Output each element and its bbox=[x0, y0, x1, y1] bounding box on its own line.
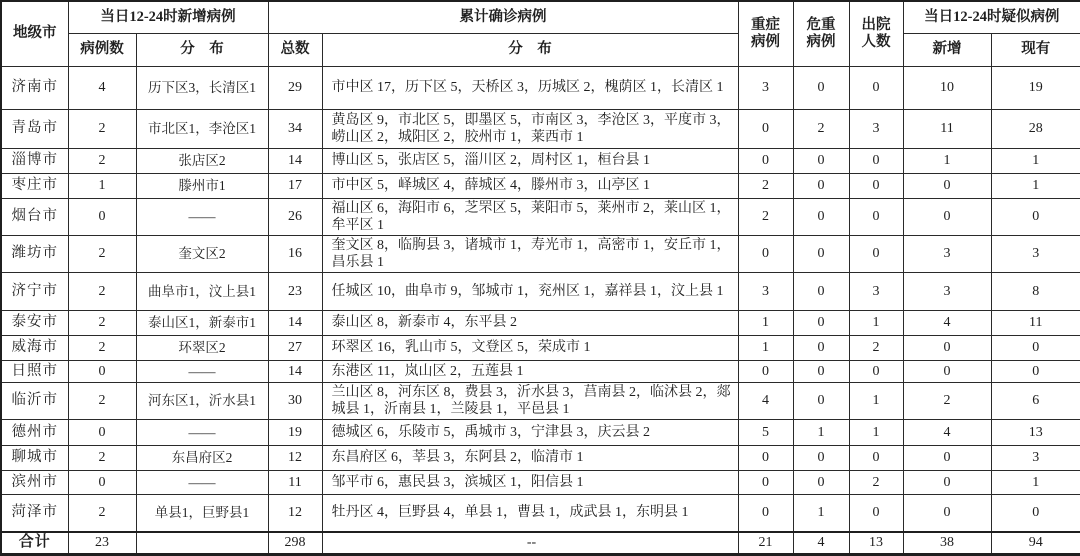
cell-suspect-existing: 13 bbox=[991, 419, 1080, 445]
cell-discharged: 0 bbox=[849, 173, 903, 198]
table-row bbox=[1, 419, 1080, 445]
cell-new-dist: —— bbox=[136, 419, 268, 445]
table-header bbox=[1, 1, 1080, 66]
cell-suspect-existing: 1 bbox=[991, 470, 1080, 494]
cell-city: 青岛市 bbox=[1, 109, 68, 148]
table-body bbox=[1, 66, 1080, 554]
cell-suspect-existing: 0 bbox=[991, 198, 1080, 235]
cell-suspect-new: 11 bbox=[903, 109, 991, 148]
cell-city: 滨州市 bbox=[1, 470, 68, 494]
cell-severe: 0 bbox=[738, 445, 793, 470]
cell-severe: 0 bbox=[738, 148, 793, 173]
cell-critical: 0 bbox=[793, 148, 849, 173]
header-row-1 bbox=[1, 1, 1080, 33]
cell-cum-total: 12 bbox=[268, 445, 322, 470]
cell-critical: 0 bbox=[793, 173, 849, 198]
cell-cum-total: 30 bbox=[268, 382, 322, 419]
header-severe: 重症病例 bbox=[738, 1, 793, 66]
cell-cum-dist: 东港区 11，岚山区 2，五莲县 1 bbox=[322, 360, 738, 382]
cell-critical: 2 bbox=[793, 109, 849, 148]
cell-critical: 0 bbox=[793, 360, 849, 382]
cell-city: 泰安市 bbox=[1, 310, 68, 335]
cell-cum-total: 17 bbox=[268, 173, 322, 198]
cell-severe: 1 bbox=[738, 310, 793, 335]
table-row bbox=[1, 335, 1080, 360]
cell-new-dist: —— bbox=[136, 360, 268, 382]
cell-new-count: 2 bbox=[68, 272, 136, 310]
cell-cum-dist: 市中区 5，峄城区 4，薛城区 4，滕州市 3，山亭区 1 bbox=[322, 173, 738, 198]
cell-cum-dist: 环翠区 16，乳山市 5，文登区 5，荣成市 1 bbox=[322, 335, 738, 360]
cell-suspect-existing: 94 bbox=[991, 532, 1080, 554]
cell-new-dist: 张店区2 bbox=[136, 148, 268, 173]
cell-new-dist: 东昌府区2 bbox=[136, 445, 268, 470]
table-row bbox=[1, 173, 1080, 198]
cell-suspect-new: 3 bbox=[903, 272, 991, 310]
cell-suspect-new: 0 bbox=[903, 494, 991, 532]
cell-severe: 3 bbox=[738, 66, 793, 109]
cell-suspect-existing: 0 bbox=[991, 335, 1080, 360]
cell-suspect-new: 0 bbox=[903, 360, 991, 382]
header-suspected-existing: 现有 bbox=[991, 33, 1080, 66]
cell-severe: 0 bbox=[738, 494, 793, 532]
cell-cum-dist: 市中区 17，历下区 5，天桥区 3，历城区 2，槐荫区 1，长清区 1 bbox=[322, 66, 738, 109]
cell-severe: 1 bbox=[738, 335, 793, 360]
cell-critical: 0 bbox=[793, 445, 849, 470]
cell-severe: 4 bbox=[738, 382, 793, 419]
cell-city: 临沂市 bbox=[1, 382, 68, 419]
table-row bbox=[1, 445, 1080, 470]
cell-city: 枣庄市 bbox=[1, 173, 68, 198]
cell-critical: 0 bbox=[793, 272, 849, 310]
cell-suspect-new: 0 bbox=[903, 445, 991, 470]
cell-city: 烟台市 bbox=[1, 198, 68, 235]
cell-cum-dist: 兰山区 8，河东区 8，费县 3，沂水县 3，莒南县 2，临沭县 2，郯城县 1，沂南县 1，兰陵县 1，平邑县 1 bbox=[322, 382, 738, 419]
cell-cum-dist: 黄岛区 9，市北区 5，即墨区 5，市南区 3，李沧区 3，平度市 3，崂山区 2，城阳区 2，胶州市 1，莱西市 1 bbox=[322, 109, 738, 148]
cell-discharged: 3 bbox=[849, 109, 903, 148]
cell-new-dist: 历下区3，长清区1 bbox=[136, 66, 268, 109]
cell-suspect-existing: 3 bbox=[991, 445, 1080, 470]
cell-city: 菏泽市 bbox=[1, 494, 68, 532]
cell-cum-dist: 牡丹区 4，巨野县 4，单县 1，曹县 1，成武县 1，东明县 1 bbox=[322, 494, 738, 532]
cell-severe: 5 bbox=[738, 419, 793, 445]
cell-cum-dist: 博山区 5，张店区 5，淄川区 2，周村区 1，桓台县 1 bbox=[322, 148, 738, 173]
table-row bbox=[1, 272, 1080, 310]
cell-new-count: 2 bbox=[68, 445, 136, 470]
table-row bbox=[1, 109, 1080, 148]
cell-cum-dist: -- bbox=[322, 532, 738, 554]
header-city: 地级市 bbox=[1, 1, 68, 66]
cell-new-count: 4 bbox=[68, 66, 136, 109]
cell-suspect-new: 0 bbox=[903, 173, 991, 198]
cell-suspect-existing: 0 bbox=[991, 360, 1080, 382]
cell-cum-dist: 奎文区 8，临朐县 3，诸城市 1，寿光市 1，高密市 1，安丘市 1，昌乐县 1 bbox=[322, 235, 738, 272]
cell-discharged: 0 bbox=[849, 66, 903, 109]
cell-discharged: 0 bbox=[849, 235, 903, 272]
cell-city: 德州市 bbox=[1, 419, 68, 445]
header-new-count: 病例数 bbox=[68, 33, 136, 66]
cell-suspect-new: 4 bbox=[903, 310, 991, 335]
table-row bbox=[1, 66, 1080, 109]
cell-cum-total: 23 bbox=[268, 272, 322, 310]
cell-severe: 0 bbox=[738, 235, 793, 272]
cell-severe: 0 bbox=[738, 109, 793, 148]
cell-cum-total: 14 bbox=[268, 148, 322, 173]
cell-discharged: 2 bbox=[849, 335, 903, 360]
cell-critical: 4 bbox=[793, 532, 849, 554]
cell-new-dist: 单县1，巨野县1 bbox=[136, 494, 268, 532]
cell-city: 日照市 bbox=[1, 360, 68, 382]
header-cumulative-total: 总数 bbox=[268, 33, 322, 66]
cell-suspect-new: 38 bbox=[903, 532, 991, 554]
cell-city: 济南市 bbox=[1, 66, 68, 109]
cell-new-count: 0 bbox=[68, 360, 136, 382]
cell-discharged: 1 bbox=[849, 419, 903, 445]
cell-city: 合计 bbox=[1, 532, 68, 554]
cell-discharged: 1 bbox=[849, 382, 903, 419]
cell-suspect-existing: 19 bbox=[991, 66, 1080, 109]
cell-cum-total: 34 bbox=[268, 109, 322, 148]
cell-city: 淄博市 bbox=[1, 148, 68, 173]
cell-new-count: 2 bbox=[68, 382, 136, 419]
total-row bbox=[1, 532, 1080, 554]
cell-cum-total: 14 bbox=[268, 360, 322, 382]
cell-discharged: 0 bbox=[849, 445, 903, 470]
table-row bbox=[1, 310, 1080, 335]
cell-cum-total: 29 bbox=[268, 66, 322, 109]
cell-cum-dist: 东昌府区 6，莘县 3，东阿县 2，临清市 1 bbox=[322, 445, 738, 470]
cell-new-count: 0 bbox=[68, 419, 136, 445]
cell-new-count: 23 bbox=[68, 532, 136, 554]
cell-city: 威海市 bbox=[1, 335, 68, 360]
cell-new-dist: 环翠区2 bbox=[136, 335, 268, 360]
cell-critical: 1 bbox=[793, 494, 849, 532]
cell-city: 潍坊市 bbox=[1, 235, 68, 272]
cell-critical: 0 bbox=[793, 470, 849, 494]
header-suspected-group: 当日12-24时疑似病例 bbox=[903, 1, 1080, 33]
cell-new-count: 2 bbox=[68, 494, 136, 532]
cell-cum-total: 12 bbox=[268, 494, 322, 532]
cell-severe: 3 bbox=[738, 272, 793, 310]
cell-discharged: 3 bbox=[849, 272, 903, 310]
cell-city: 聊城市 bbox=[1, 445, 68, 470]
header-cumulative-group: 累计确诊病例 bbox=[268, 1, 738, 33]
cell-critical: 0 bbox=[793, 335, 849, 360]
cell-cum-total: 26 bbox=[268, 198, 322, 235]
table-row bbox=[1, 198, 1080, 235]
cell-cum-total: 14 bbox=[268, 310, 322, 335]
cell-discharged: 1 bbox=[849, 310, 903, 335]
cell-cum-total: 298 bbox=[268, 532, 322, 554]
cell-new-dist: —— bbox=[136, 198, 268, 235]
table-row bbox=[1, 382, 1080, 419]
cell-suspect-new: 0 bbox=[903, 335, 991, 360]
cell-cum-total: 16 bbox=[268, 235, 322, 272]
header-suspected-new: 新增 bbox=[903, 33, 991, 66]
header-new-cases-group: 当日12-24时新增病例 bbox=[68, 1, 268, 33]
header-critical: 危重病例 bbox=[793, 1, 849, 66]
cell-new-count: 2 bbox=[68, 235, 136, 272]
cell-cum-total: 27 bbox=[268, 335, 322, 360]
cell-critical: 0 bbox=[793, 310, 849, 335]
cell-cum-dist: 泰山区 8，新泰市 4，东平县 2 bbox=[322, 310, 738, 335]
cell-suspect-new: 1 bbox=[903, 148, 991, 173]
cell-discharged: 2 bbox=[849, 470, 903, 494]
cell-new-dist: 河东区1，沂水县1 bbox=[136, 382, 268, 419]
cell-suspect-new: 0 bbox=[903, 198, 991, 235]
cell-severe: 2 bbox=[738, 198, 793, 235]
header-row-2 bbox=[1, 33, 1080, 66]
cell-discharged: 13 bbox=[849, 532, 903, 554]
cell-new-count: 2 bbox=[68, 310, 136, 335]
cell-new-count: 0 bbox=[68, 470, 136, 494]
cell-severe: 21 bbox=[738, 532, 793, 554]
cell-suspect-existing: 1 bbox=[991, 148, 1080, 173]
table-row bbox=[1, 470, 1080, 494]
cell-suspect-new: 3 bbox=[903, 235, 991, 272]
cell-new-dist bbox=[136, 532, 268, 554]
cell-cum-dist: 德城区 6，乐陵市 5，禹城市 3，宁津县 3，庆云县 2 bbox=[322, 419, 738, 445]
table-row bbox=[1, 235, 1080, 272]
cell-suspect-existing: 8 bbox=[991, 272, 1080, 310]
cell-critical: 0 bbox=[793, 66, 849, 109]
cell-new-dist: 市北区1，李沧区1 bbox=[136, 109, 268, 148]
cell-suspect-new: 0 bbox=[903, 470, 991, 494]
cell-city: 济宁市 bbox=[1, 272, 68, 310]
cell-cum-dist: 福山区 6，海阳市 6，芝罘区 5，莱阳市 5，莱州市 2，莱山区 1，牟平区 1 bbox=[322, 198, 738, 235]
cell-new-dist: —— bbox=[136, 470, 268, 494]
cell-severe: 0 bbox=[738, 360, 793, 382]
cell-discharged: 0 bbox=[849, 360, 903, 382]
cell-critical: 0 bbox=[793, 198, 849, 235]
table-row bbox=[1, 494, 1080, 532]
cell-suspect-existing: 3 bbox=[991, 235, 1080, 272]
cell-discharged: 0 bbox=[849, 494, 903, 532]
cell-suspect-existing: 6 bbox=[991, 382, 1080, 419]
cell-severe: 0 bbox=[738, 470, 793, 494]
cell-cum-total: 19 bbox=[268, 419, 322, 445]
cell-critical: 0 bbox=[793, 382, 849, 419]
cell-severe: 2 bbox=[738, 173, 793, 198]
header-new-distribution: 分 布 bbox=[136, 33, 268, 66]
cell-suspect-new: 10 bbox=[903, 66, 991, 109]
cell-new-count: 1 bbox=[68, 173, 136, 198]
cell-cum-dist: 邹平市 6，惠民县 3，滨城区 1，阳信县 1 bbox=[322, 470, 738, 494]
cell-suspect-existing: 1 bbox=[991, 173, 1080, 198]
header-cumulative-distribution: 分 布 bbox=[322, 33, 738, 66]
cell-new-dist: 滕州市1 bbox=[136, 173, 268, 198]
cell-new-count: 2 bbox=[68, 335, 136, 360]
cell-discharged: 0 bbox=[849, 148, 903, 173]
cell-new-count: 2 bbox=[68, 148, 136, 173]
cell-new-count: 2 bbox=[68, 109, 136, 148]
header-discharged: 出院人数 bbox=[849, 1, 903, 66]
cell-new-dist: 泰山区1，新泰市1 bbox=[136, 310, 268, 335]
cell-discharged: 0 bbox=[849, 198, 903, 235]
cell-new-dist: 奎文区2 bbox=[136, 235, 268, 272]
cell-suspect-existing: 0 bbox=[991, 494, 1080, 532]
cell-new-count: 0 bbox=[68, 198, 136, 235]
cell-suspect-new: 2 bbox=[903, 382, 991, 419]
cell-new-dist: 曲阜市1，汶上县1 bbox=[136, 272, 268, 310]
cell-cum-dist: 任城区 10，曲阜市 9，邹城市 1，兖州区 1，嘉祥县 1，汶上县 1 bbox=[322, 272, 738, 310]
table-row bbox=[1, 148, 1080, 173]
cell-critical: 1 bbox=[793, 419, 849, 445]
cell-cum-total: 11 bbox=[268, 470, 322, 494]
cell-suspect-new: 4 bbox=[903, 419, 991, 445]
table-row bbox=[1, 360, 1080, 382]
cell-critical: 0 bbox=[793, 235, 849, 272]
cell-suspect-existing: 11 bbox=[991, 310, 1080, 335]
cell-suspect-existing: 28 bbox=[991, 109, 1080, 148]
